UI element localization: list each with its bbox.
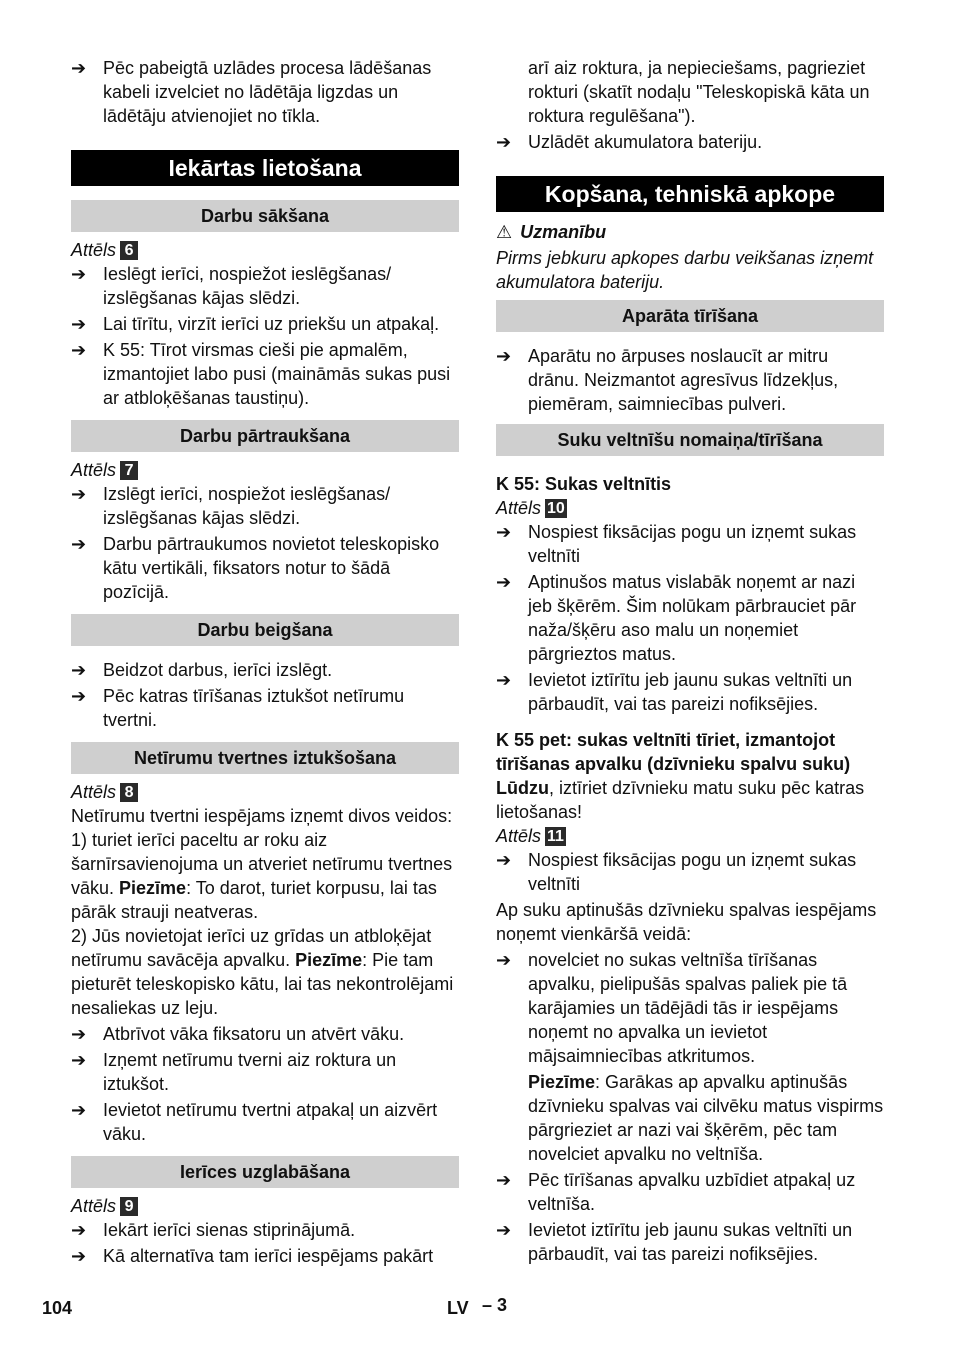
list-item: ➔ Pēc katras tīrīšanas iztukšot netīrumu tvertni.	[71, 686, 405, 730]
arrow-right-icon: ➔	[71, 314, 87, 334]
paragraph: Netīrumu tvertni iespējams izņemt divos veidos:	[71, 806, 453, 826]
arrow-right-icon: ➔	[71, 264, 87, 284]
list-item: ➔ Ievietot iztīrītu jeb jaunu sukas veltnīti un pārbaudīt, vai tas pareizi nofiksējies.	[496, 1220, 853, 1264]
arrow-right-icon: ➔	[496, 522, 512, 542]
arrow-right-icon: ➔	[496, 670, 512, 690]
arrow-right-icon: ➔	[71, 340, 87, 360]
figure-reference: Attēls 11	[496, 826, 564, 846]
subsection-title: Netīrumu tvertnes iztukšošana	[71, 742, 459, 774]
list-item: ➔ Ievietot iztīrītu jeb jaunu sukas veltnīti un pārbaudīt, vai tas pareizi nofiksējies.	[496, 670, 853, 714]
arrow-right-icon: ➔	[71, 1246, 87, 1266]
list-item: ➔ Pēc tīrīšanas apvalku uzbīdiet atpakaļ uz veltnīša.	[496, 1170, 856, 1214]
list-item: ➔ Nospiest fiksācijas pogu un izņemt sukas veltnīti	[496, 850, 857, 894]
subsection-title: Suku veltnīšu nomaiņa/tīrīšana	[496, 424, 884, 456]
section-title: Kopšana, tehniskā apkope	[496, 176, 884, 212]
list-item: ➔ Izslēgt ierīci, nospiežot ieslēgšanas/ izslēgšanas kājas slēdzi.	[71, 484, 391, 528]
arrow-right-icon: ➔	[496, 950, 512, 970]
warning-text: Pirms jebkuru apkopes darbu veikšanas izņemt akumulatora bateriju.	[496, 248, 874, 292]
subsection-title: Aparāta tīrīšana	[496, 300, 884, 332]
section-page: – 3	[482, 1295, 508, 1315]
arrow-right-icon: ➔	[496, 1220, 512, 1240]
arrow-right-icon: ➔	[71, 1100, 87, 1120]
subsection-title: Darbu sākšana	[71, 200, 459, 232]
right-column	[496, 56, 884, 1268]
paragraph: 1) turiet ierīci paceltu ar roku aiz šarnīrsavienojuma un atveriet netīrumu tvertnes vāku. Piezīme: To darot, turiet korpusu, lai tas pārāk strauji neatveras.	[71, 830, 453, 922]
figure-reference: Attēls 10	[496, 498, 565, 518]
list-item: ➔ Lai tīrītu, virzīt ierīci uz priekšu un atpakaļ.	[71, 314, 440, 334]
list-item: ➔ novelciet no sukas veltnīša tīrīšanas apvalku, pielipušās spalvas paliek pie tā karājamies un tādējādi tās ir iespējams noņemt no apvalka un ievietot mājsaimniecības atkritumos.	[496, 950, 848, 1066]
subsection-title: Darbu pārtraukšana	[71, 420, 459, 452]
list-item: ➔ Aparātu no ārpuses noslaucīt ar mitru drānu. Neizmantot agresīvus līdzekļus, piemēram, saimniecības pulveri.	[496, 346, 839, 414]
list-item: ➔ Kā alternatīva tam ierīci iespējams pakārt	[71, 1246, 434, 1266]
list-item: ➔ Pēc pabeigtā uzlādes procesa lādēšanas kabeli izvelciet no lādētāja ligzdas un lādētāju atvienojiet no tīkla.	[71, 58, 432, 126]
figure-reference: Attēls 6	[71, 238, 459, 262]
list-item: ➔ Izņemt netīrumu tverni aiz roktura un iztukšot.	[71, 1050, 397, 1094]
warning-icon: ⚠	[496, 222, 513, 242]
list-item: ➔ K 55: Tīrot virsmas cieši pie apmalēm, izmantojiet labo pusi (maināmās sukas pusi ar atbloķēšanas taustiņu).	[71, 340, 451, 408]
paragraph: Ap suku aptinušās dzīvnieku spalvas iespējams noņemt vienkāršā veidā:	[496, 900, 877, 944]
list-item: ➔ Beidzot darbus, ierīci izslēgt.	[71, 660, 333, 680]
continued-text: arī aiz roktura, ja nepieciešams, pagrieziet rokturi (skatīt nodaļu "Teleskopiskā kāta un roktura regulēšana").	[528, 58, 870, 126]
arrow-right-icon: ➔	[71, 660, 87, 680]
language-code: LV	[447, 1298, 469, 1318]
warning-heading: ⚠ Uzmanību	[496, 222, 607, 242]
note: Piezīme: Garākas ap apvalku aptinušās dzīvnieku spalvas vai cilvēku matus vispirms pārgrieziet ar nazi vai šķērēm, pēc tam novelciet apvalku no veltnīša.	[528, 1072, 884, 1164]
arrow-right-icon: ➔	[71, 58, 87, 78]
subsection-title: Ierīces uzglabāšana	[71, 1156, 459, 1188]
subheading: K 55: Sukas veltnītis	[496, 474, 672, 494]
list-item: ➔ Nospiest fiksācijas pogu un izņemt sukas veltnīti	[496, 522, 857, 566]
arrow-right-icon: ➔	[71, 686, 87, 706]
list-item: ➔ Darbu pārtraukumos novietot teleskopisko kātu vertikāli, fiksators notur to šādā pozīcijā.	[71, 534, 440, 602]
subsection-title: Darbu beigšana	[71, 614, 459, 646]
arrow-right-icon: ➔	[71, 484, 87, 504]
list-item: ➔ Atbrīvot vāka fiksatoru un atvērt vāku.	[71, 1024, 405, 1044]
list-item: ➔ Iekārt ierīci sienas stiprinājumā.	[71, 1220, 356, 1240]
figure-reference: Attēls 8	[71, 780, 459, 804]
arrow-right-icon: ➔	[71, 1220, 87, 1240]
arrow-right-icon: ➔	[496, 572, 512, 592]
list-item: ➔ Ievietot netīrumu tvertni atpakaļ un aizvērt vāku.	[71, 1100, 438, 1144]
arrow-right-icon: ➔	[496, 346, 512, 366]
arrow-right-icon: ➔	[496, 850, 512, 870]
list-item: ➔ Aptinušos matus vislabāk noņemt ar nazi jeb šķērēm. Šim nolūkam pārbrauciet pār naža/šķēru aso malu un noņemiet pārgrieztos matus.	[496, 572, 857, 664]
figure-reference: Attēls 9	[71, 1194, 459, 1218]
section-title: Iekārtas lietošana	[71, 150, 459, 186]
left-column	[71, 56, 459, 1270]
page-number: 104	[42, 1298, 73, 1318]
paragraph: Lūdzu, iztīriet dzīvnieku matu suku pēc katras lietošanas!	[496, 778, 865, 822]
list-item: ➔ Ieslēgt ierīci, nospiežot ieslēgšanas/ izslēgšanas kājas slēdzi.	[71, 264, 392, 308]
arrow-right-icon: ➔	[496, 1170, 512, 1190]
arrow-right-icon: ➔	[71, 534, 87, 554]
subheading: K 55 pet: sukas veltnīti tīriet, izmantojot tīrīšanas apvalku (dzīvnieku spalvu suku)	[496, 730, 851, 774]
arrow-right-icon: ➔	[71, 1024, 87, 1044]
paragraph: 2) Jūs novietojat ierīci uz grīdas un atbloķējat netīrumu savācēja apvalku. Piezīme: Pie tam pieturēt teleskopisko kātu, lai tas nekontrolējami nesaliekas uz leju.	[71, 926, 454, 1018]
arrow-right-icon: ➔	[71, 1050, 87, 1070]
arrow-right-icon: ➔	[496, 132, 512, 152]
figure-reference: Attēls 7	[71, 458, 459, 482]
list-item: ➔ Uzlādēt akumulatora bateriju.	[496, 132, 763, 152]
